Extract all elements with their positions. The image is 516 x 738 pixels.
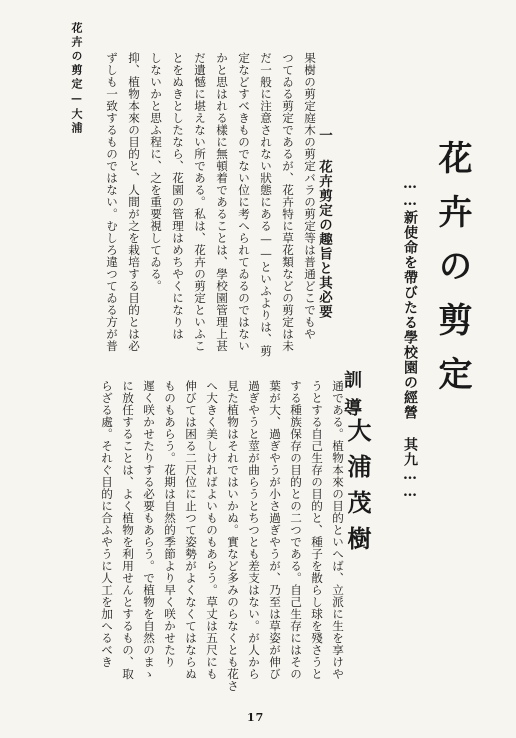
body-column: うとする自己生存の目的と、種子を散らし球を殘さうと [310, 380, 324, 680]
body-column: 通である。植物本來の目的といへば、立派に生を享けや [331, 380, 345, 680]
body-column: 抑、植物本來の目的と、人間が之を栽培する目的とは必 [127, 52, 141, 352]
body-column: に放任することは、よく植物を利用せんとするもの、取 [121, 380, 135, 680]
body-column: 過ぎやうと莖が曲らうとちつとも差支はない。が人から [247, 380, 261, 680]
body-column: ものもあらう。花期は自然的季節より早く咲かせたり [163, 380, 177, 668]
body-column: だ遺憾に堪えない所である。私は、花卉の剪定といふこ [193, 52, 207, 352]
running-head: 花卉の剪定—大浦 [70, 22, 83, 136]
body-column: 伸びては困る二尺位に止つて姿勢がよくなくてはならぬ [184, 380, 198, 680]
author-name: 大浦茂樹 [343, 418, 372, 562]
body-column: かと思はれる樣に無頓着であることは、學校園管理上甚 [215, 52, 229, 352]
body-column: 葉が大、過ぎやうが小さ過ぎやうが、乃至は草姿が伸び [268, 380, 282, 680]
section-heading: 一 花卉剪定の趣旨と其必要 [316, 128, 332, 319]
body-column: つてゐる剪定であるが、花卉特に草花類などの剪定は未 [281, 52, 295, 352]
body-column: とをぬきとしたなら、花園の管理はめちやくになりは [171, 52, 185, 340]
body-column: 見た植物はそれではいかぬ。實など多みのらなくとも花さ [226, 380, 240, 692]
body-column: らざる處。それぐ目的に合ふやうに人工を加へるべき [100, 380, 114, 668]
body-column: ずしも一致するものではない。むしろ違つてゐる方が普 [105, 52, 119, 352]
main-title: 花卉の剪定 [432, 140, 472, 410]
author-role: 訓導 [341, 370, 362, 426]
body-column: する種族保存の目的との二つである。自己生存にはその [289, 380, 303, 680]
body-column: 果樹の剪定庭木の剪定バラの剪定等は普通どこでもや [303, 52, 317, 340]
body-column: へ大きく美しければよいものもあらう。草丈は五尺にも [205, 380, 219, 680]
body-column: 遲く咲かせたりする必要もあらう。で植物を自然のまゝ [142, 380, 156, 680]
body-column: しないかと思ふ程に、之を重要視してゐる。 [149, 52, 163, 292]
subtitle: ……新使命を帶びたる學校園の經營 其九…… [402, 176, 418, 501]
body-column: 定などすべきものでない位に考へられてゐるのではない [237, 52, 251, 352]
page-number: 17 [247, 711, 265, 724]
body-column: だ一般に注意されない狀態にある——といふよりは、剪 [259, 52, 273, 357]
